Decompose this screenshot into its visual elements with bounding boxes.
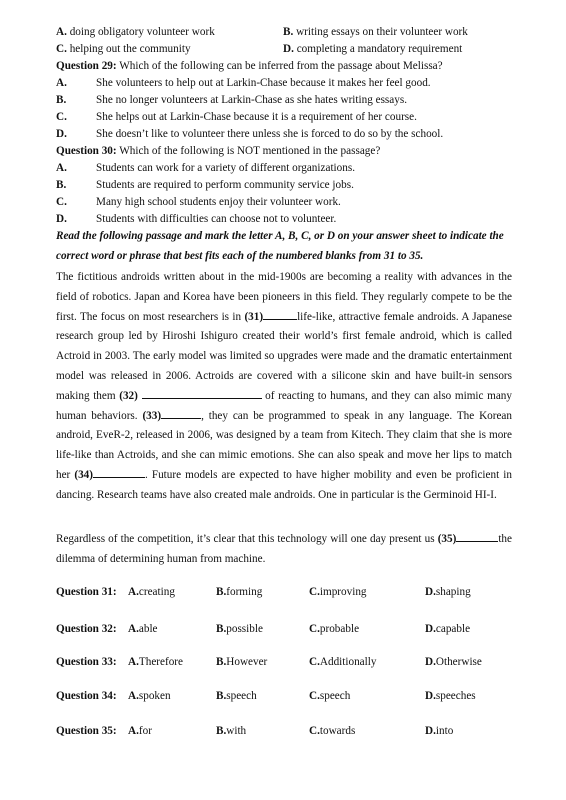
- q28-option-b: B. writing essays on their volunteer work: [283, 26, 468, 38]
- q30-option-c: C. Many high school students enjoy their volunteer work.: [56, 196, 341, 208]
- option-d: D. into: [425, 725, 454, 737]
- option-d: D. capable: [425, 623, 471, 635]
- section-instruction: Read the following passage and mark the letter A, B, C, or D on your answer sheet to indicate the correct word or phrase that best fits each of the numbered blanks from 31 to 35.: [56, 230, 504, 262]
- option-a: A. creating: [128, 586, 175, 598]
- q28-options-row-1: [56, 25, 516, 39]
- option-c: C. towards: [309, 725, 356, 737]
- passage-paragraph-2: Regardless of the competition, it’s clear that this technology will one day present us (35) the dilemma of determining human from machine.: [56, 530, 512, 570]
- blank-33-label: (33): [142, 409, 162, 422]
- q29-option-c: C. She helps out at Larkin-Chase because it is a requirement of her course.: [56, 111, 417, 123]
- option-a: A. Therefore: [128, 656, 183, 668]
- option-a: A. spoken: [128, 690, 171, 702]
- option-a: A. able: [128, 623, 158, 635]
- q30-option-d: D. Students with difficulties can choose not to volunteer.: [56, 213, 337, 225]
- option-c: C. probable: [309, 623, 360, 635]
- blank-34-label: (34): [74, 468, 93, 481]
- option-d: D. shaping: [425, 586, 471, 598]
- blank-33-line: [161, 407, 201, 419]
- q29-stem: Question 29: Which of the following can be inferred from the passage about Melissa?: [56, 60, 443, 72]
- question-row-33: Question 33: A. Therefore B. However C. Additionally D. Otherwise: [56, 656, 482, 668]
- question-row-31: Question 31: A. creating B. forming C. improving D. shaping: [56, 586, 471, 598]
- option-a: A. for: [128, 725, 152, 737]
- option-c: C. Additionally: [309, 656, 377, 668]
- q29-option-b: B. She no longer volunteers at Larkin-Chase as she hates writing essays.: [56, 94, 407, 106]
- passage-paragraph-1: The fictitious androids written about in the mid-1900s are becoming a reality with advances in the field of robotics. Japan and Korea have been pioneers in this field. They regularly compete to be the first. The focus on most researchers is in (31) life-like, attractive female androids. A Japanese research group led by Hiroshi Ishiguro created their world’s first female android, which is called Actroid in 2003. The early model was limited so upgrades were made and the dramatic entertainment model was released in 2006. Actroids are covered with a silicone skin and have built-in sensors making them (32) of reacting to humans, and they can also mimic many human behaviors. (33) , they can be programmed to speak in any language. The Korean android, EveR-2, released in 2006, was designed by a team from Kitech. They claim that she is more life-like than Actroids, and she can mimic emotions. She can also speak and move her lips to match her (34) . Future models are expected to have higher mobility and even be proficient in dancing. Research teams have also created male androids. One in particular is the Germinoid HI-I.: [56, 271, 512, 501]
- q28-option-d: D. completing a mandatory requirement: [283, 43, 463, 55]
- q28-option-a: A. doing obligatory volunteer work: [56, 26, 215, 38]
- q28-option-c: C. helping out the community: [56, 43, 191, 55]
- option-b: B. speech: [216, 690, 257, 702]
- question-row-32: Question 32: A. able B. possible C. probable D. capable: [56, 623, 471, 635]
- option-b: B. forming: [216, 586, 263, 598]
- option-d: D. speeches: [425, 690, 476, 702]
- blank-31-label: (31): [244, 310, 264, 323]
- q29-option-a: A. She volunteers to help out at Larkin-Chase because it makes her feel good.: [56, 77, 431, 89]
- blank-32-line: [142, 387, 262, 399]
- option-b: B. However: [216, 656, 268, 668]
- option-c: C. improving: [309, 586, 367, 598]
- q30-option-b: B. Students are required to perform community service jobs.: [56, 179, 354, 191]
- blank-31-line: [263, 308, 297, 320]
- question-row-35: Question 35: A. for B. with C. towards D. into: [56, 725, 454, 737]
- blank-35-line: [456, 530, 498, 542]
- blank-35-label: (35): [437, 533, 457, 545]
- option-b: B. possible: [216, 623, 263, 635]
- q30-stem: Question 30: Which of the following is NOT mentioned in the passage?: [56, 145, 381, 157]
- option-c: C. speech: [309, 690, 351, 702]
- blank-34-line: [93, 466, 145, 478]
- option-d: D. Otherwise: [425, 656, 482, 668]
- option-b: B. with: [216, 725, 247, 737]
- q29-option-d: D. She doesn’t like to volunteer there unless she is forced to do so by the school.: [56, 128, 444, 140]
- blank-32-label: (32): [119, 389, 138, 402]
- question-row-34: Question 34: A. spoken B. speech C. speech D. speeches: [56, 690, 476, 702]
- q30-option-a: A. Students can work for a variety of different organizations.: [56, 162, 355, 174]
- q28-options-row-2: [56, 42, 516, 56]
